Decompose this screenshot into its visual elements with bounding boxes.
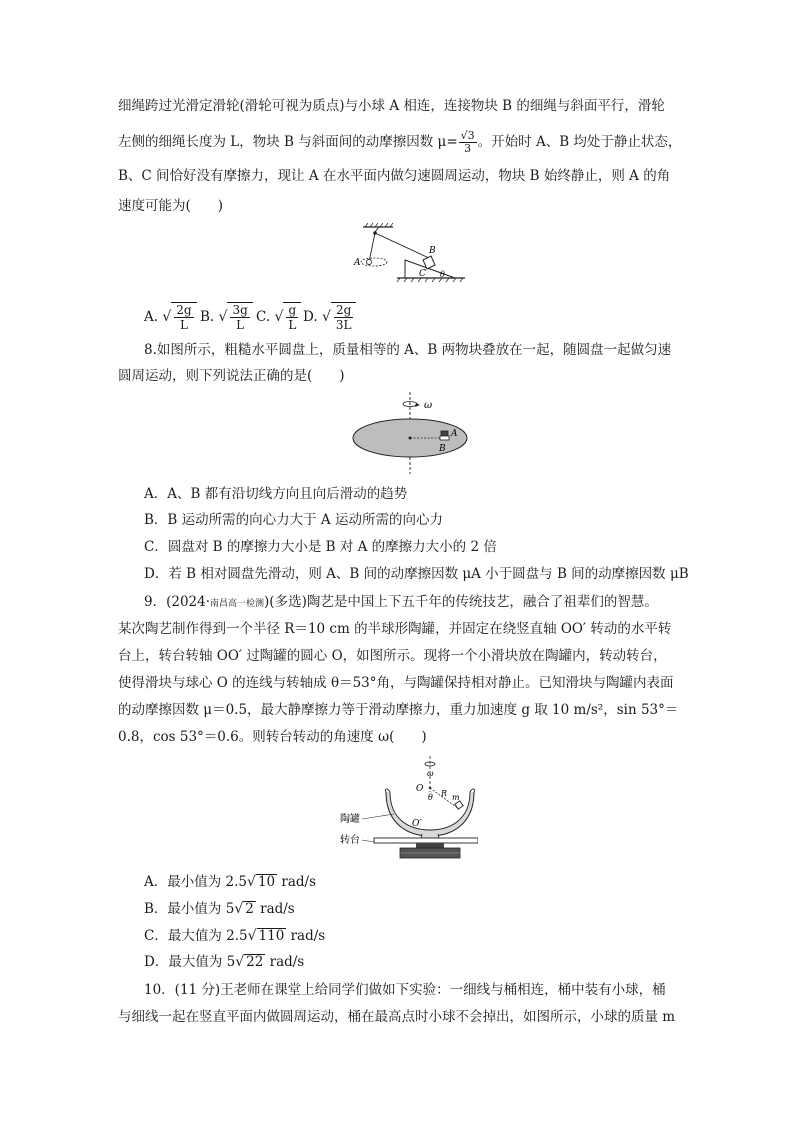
- mu-numerator: √3: [460, 129, 475, 142]
- q9-option-b[interactable]: B．最小值为 5√ 2 rad/s: [144, 901, 295, 917]
- q9-option-c-unit: rad/s: [286, 928, 326, 944]
- q9-figure: [338, 754, 478, 862]
- q7-option-d[interactable]: D. √ $\frac{2g}{3L}$: [303, 302, 356, 332]
- q9-option-d-rad: 22: [246, 954, 264, 970]
- q9-option-d-unit: rad/s: [265, 954, 305, 970]
- fig7-label-C: C: [419, 269, 426, 279]
- q7-option-d-den: 3L: [335, 318, 352, 332]
- q9-source-stamp: 南昌高一检测: [210, 599, 265, 609]
- q7-line-3: B、C 间恰好没有摩擦力，现让 A 在水平面内做匀速圆周运动，物块 B 始终静止，则 A 的角: [118, 168, 671, 184]
- q9-option-c-pre: C．最大值为 2.5: [144, 928, 248, 944]
- fig8-label-B: B: [439, 444, 446, 454]
- q7-option-d-num: 2g: [334, 303, 354, 318]
- q9-option-a-rad: 10: [257, 874, 276, 890]
- q9-option-b-pre: B．最小值为 5: [144, 901, 235, 917]
- q7-option-c-letter: C.: [256, 309, 271, 325]
- fig9-label-jar: 陶罐: [340, 814, 360, 825]
- fig9-label-m: m: [452, 793, 460, 802]
- q8-line-2: 圆周运动，则下列说法正确的是( ): [118, 368, 345, 384]
- q9-option-c[interactable]: C．最大值为 2.5√ 110 rad/s: [144, 928, 326, 944]
- q7-option-a[interactable]: A. √ $\frac{2g}{L}$: [144, 302, 197, 332]
- fig9-label-table: 转台: [340, 835, 360, 846]
- fig9-label-R: R: [441, 789, 448, 798]
- q9-option-a-pre: A．最小值为 2.5: [144, 874, 248, 890]
- q9-line-1: [144, 592, 658, 614]
- fig9-label-O: O: [416, 784, 424, 794]
- mu-fraction: [459, 130, 477, 155]
- q7-line-4: 速度可能为( ): [118, 198, 224, 214]
- fig7-label-theta: θ: [440, 270, 445, 279]
- fig8-label-A: A: [451, 429, 458, 439]
- q9-line-4: 使得滑块与球心 O 的连线与转轴成 θ＝53°角，与陶罐保持相对静止。已知滑块与陶罐内表面: [118, 675, 674, 691]
- mu-denominator: 3: [464, 142, 472, 155]
- q10-line-1: 10．(11 分)王老师在课堂上给同学们做如下实验：一细线与桶相连，桶中装有小球，桶: [144, 982, 666, 998]
- q8-figure: [350, 392, 472, 476]
- fig8-label-omega: ω: [424, 400, 433, 411]
- q7-option-b[interactable]: B. √ $\frac{3g}{L}$: [200, 302, 253, 332]
- q8-option-b[interactable]: B．B 运动所需的向心力大于 A 运动所需的向心力: [144, 512, 443, 528]
- fig9-label-omega: ω: [427, 769, 434, 778]
- q7-option-d-letter: D.: [303, 309, 318, 325]
- q9-line-5: 的动摩擦因数 μ＝0.5，最大静摩擦力等于滑动摩擦力，重力加速度 g 取 10 m/s²，sin 53°＝: [118, 702, 679, 718]
- q7-option-b-letter: B.: [200, 309, 215, 325]
- fig7-label-A: A: [354, 258, 361, 268]
- fig9-label-O-prime: O′: [412, 819, 422, 829]
- q9-line-6: 0.8，cos 53°＝0.6。则转台转动的角速度 ω( ): [118, 729, 427, 745]
- q7-line-1: 细绳跨过光滑定滑轮(滑轮可视为质点)与小球 A 相连，连接物块 B 的细绳与斜面平行，滑轮: [118, 98, 665, 114]
- q7-option-a-letter: A.: [144, 309, 159, 325]
- q9-line-2: 某次陶艺制作得到一个半径 R＝10 cm 的半球形陶罐，并固定在绕竖直轴 OO′ 转动的水平转: [118, 621, 672, 637]
- q7-line-2: [118, 130, 681, 155]
- q7-option-c-den: L: [288, 318, 297, 332]
- q9-option-c-rad: 110: [258, 928, 285, 944]
- q7-figure: [345, 222, 475, 288]
- q7-option-a-num: 2g: [176, 303, 192, 317]
- q9-option-a[interactable]: A．最小值为 2.5√ 10 rad/s: [144, 874, 317, 890]
- q7-line-2b: 。开始时 A、B 均处于静止状态，: [477, 134, 682, 150]
- q7-option-c-num: g: [286, 303, 298, 318]
- fig9-label-theta: θ: [428, 793, 433, 802]
- q8-option-a[interactable]: A．A、B 都有沿切线方向且向后滑动的趋势: [144, 486, 408, 502]
- q9-option-b-rad: 2: [245, 901, 254, 917]
- q9-option-b-unit: rad/s: [255, 901, 295, 917]
- q9-line-1b: )(多选)陶艺是中国上下五千年的传统技艺，融合了祖辈们的智慧。: [264, 594, 658, 610]
- fig7-label-B: B: [429, 246, 436, 256]
- q7-option-b-den: L: [236, 318, 245, 332]
- q9-option-d-pre: D．最大值为 5: [144, 954, 236, 970]
- q7-line-2a: 左侧的细绳长度为 L，物块 B 与斜面间的动摩擦因数 μ=: [118, 134, 458, 150]
- q8-option-d[interactable]: D．若 B 相对圆盘先滑动，则 A、B 间的动摩擦因数 μA 小于圆盘与 B 间的动摩擦因数 μB: [144, 566, 689, 582]
- q9-line-3: 台上，转台转轴 OO′ 过陶罐的圆心 O，如图所示。现将一个小滑块放在陶罐内，转动转台，: [118, 648, 667, 664]
- q8-option-c[interactable]: C．圆盘对 B 的摩擦力大小是 B 对 A 的摩擦力大小的 2 倍: [144, 539, 497, 555]
- q10-line-2: 与细线一起在竖直平面内做圆周运动，桶在最高点时小球不会掉出，如图所示，小球的质量 m: [118, 1009, 676, 1025]
- q7-option-b-num: 3g: [232, 303, 248, 317]
- q9-line-1a: 9．(2024·: [144, 594, 211, 610]
- q9-option-a-unit: rad/s: [277, 874, 317, 890]
- q9-option-d[interactable]: D．最大值为 5√ 22 rad/s: [144, 954, 305, 970]
- q7-option-a-den: L: [179, 318, 188, 332]
- q8-line-1: 8.如图所示，粗糙水平圆盘上，质量相等的 A、B 两物块叠放在一起，随圆盘一起做匀速: [144, 342, 672, 358]
- q7-option-c[interactable]: C. √ $\frac{g}{L}$: [256, 302, 301, 332]
